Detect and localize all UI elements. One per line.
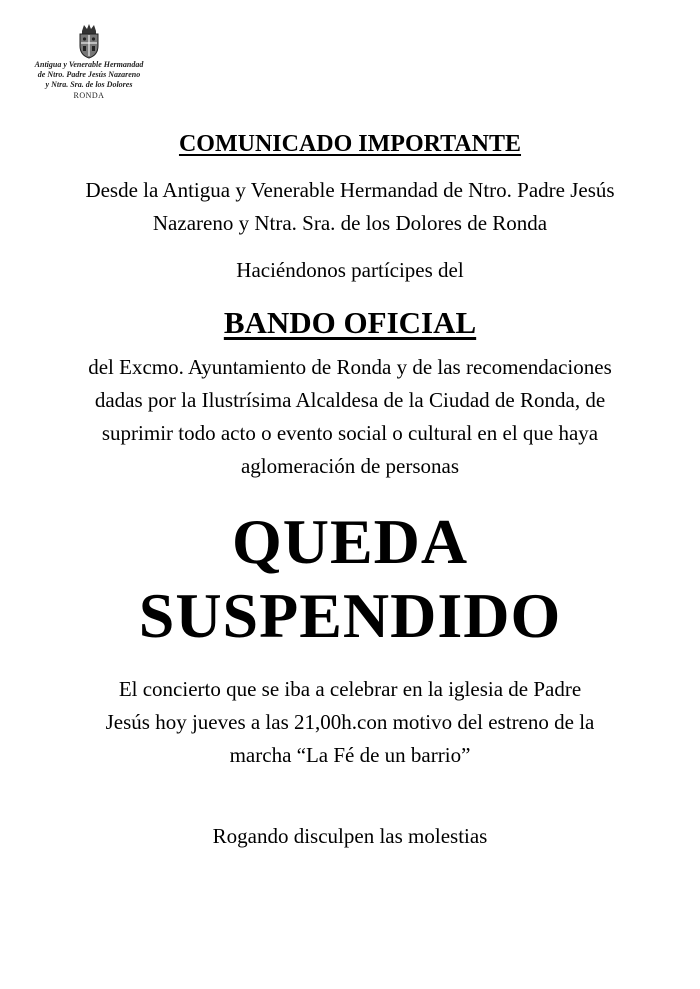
- concert-paragraph: El concierto que se iba a celebrar en la iglesia de Padre Jesús hoy jueves a las 21,00h.con motivo del estreno de la marcha “La Fé de un barrio”: [105, 677, 595, 767]
- letterhead-line-2: de Ntro. Padre Jesús Nazareno: [37, 70, 141, 79]
- bando-detail-paragraph: del Excmo. Ayuntamiento de Ronda y de las recomendaciones dadas por la Ilustrísima Alcaldesa de la Ciudad de Ronda, de suprimir todo acto o evento social o cultural en el que haya aglomeración de personas: [88, 355, 612, 478]
- closing-line: Rogando disculpen las molestias: [212, 824, 488, 848]
- brotherhood-crest-icon: [75, 22, 103, 60]
- participating-line: Haciéndonos partícipes del: [236, 258, 464, 282]
- bando-oficial-heading: BANDO OFICIAL: [223, 305, 477, 340]
- letterhead: [28, 22, 150, 101]
- notice-title: COMUNICADO IMPORTANTE: [178, 131, 522, 157]
- intro-paragraph: Desde la Antigua y Venerable Hermandad de Ntro. Padre Jesús Nazareno y Ntra. Sra. de los Dolores de Ronda: [85, 178, 615, 235]
- letterhead-line-1: Antigua y Venerable Hermandad: [34, 60, 144, 69]
- suspendido-heading: SUSPENDIDO: [138, 580, 562, 651]
- notice-body: [60, 126, 640, 853]
- letterhead-city: RONDA: [73, 91, 105, 100]
- queda-heading: QUEDA: [231, 506, 469, 577]
- letterhead-line-3: y Ntra. Sra. de los Dolores: [45, 80, 133, 89]
